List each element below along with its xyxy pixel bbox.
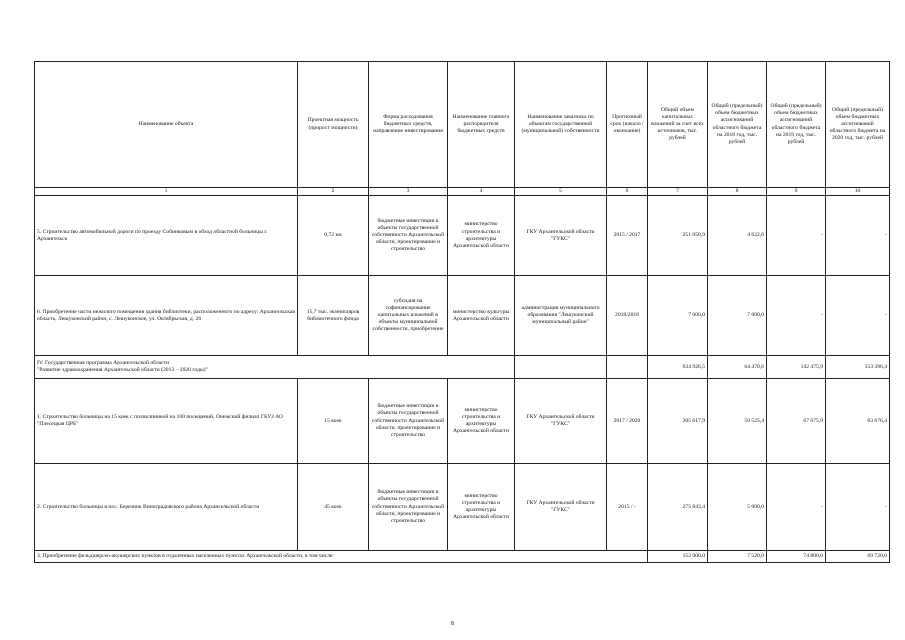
object-name: 2. Строительство больницы в пос. Березник Виноградовского района Архангельской области — [35, 464, 298, 551]
program-title-line2: "Развитие здравоохранения Архангельской области (2013 – 2020 годы)" — [37, 367, 208, 374]
header-cell: Наименование главного распорядителя бюджетных средств — [448, 62, 515, 188]
term: 2015 / - — [607, 464, 648, 551]
total-amount: 7 000,0 — [648, 276, 708, 356]
amount-2019: 67 675,9 — [767, 379, 826, 464]
amount-2020: 153 396,4 — [826, 356, 890, 379]
amount-2020: 69 720,0 — [826, 551, 890, 563]
amount-2019: - — [767, 196, 826, 276]
table-row — [35, 196, 890, 276]
object-name: 5. Строительство автомобильной дороги по проезду Собинковым в обход областной больницы г. Архангельск — [35, 196, 298, 276]
header-cell: Наименование объекта — [35, 62, 298, 188]
customer: ГКУ Архангельской области "ГУКС" — [515, 196, 607, 276]
term: 2015 / 2017 — [607, 196, 648, 276]
header-cell: Форма расходования бюджетных средств, направление инвестирования — [369, 62, 448, 188]
page-number: 8 — [451, 621, 454, 627]
amount-2019: 74 800,0 — [767, 551, 826, 563]
budget-manager: министерство строительства и архитектуры Архангельской области — [448, 196, 515, 276]
capital-investments-table — [34, 61, 890, 563]
column-number: 7 — [648, 188, 708, 196]
header-cell: Прогнозный срок (начало / окончание) — [607, 62, 648, 188]
term: 2017 / 2020 — [607, 379, 648, 464]
header-cell: Наименование заказчика по объектам государственной (муниципальной) собственности — [515, 62, 607, 188]
column-number: 2 — [298, 188, 369, 196]
amount-2018: 50 525,4 — [708, 379, 767, 464]
customer: ГКУ Архангельской области "ГУКС" — [515, 379, 607, 464]
total-amount: 152 000,0 — [648, 551, 708, 563]
total-amount: 275 843,4 — [648, 464, 708, 551]
empty-cell — [515, 356, 607, 379]
capacity: 45 коек — [298, 464, 369, 551]
total-amount: 251 050,9 — [648, 196, 708, 276]
budget-manager: министерство строительства и архитектуры Архангельской области — [448, 379, 515, 464]
term: 2018/2018 — [607, 276, 648, 356]
capacity: 15 коек — [298, 379, 369, 464]
header-cell: Общий (предельный) объем бюджетных ассигнований областного бюджета на 2019 год, тыс. рублей — [767, 62, 826, 188]
column-number: 4 — [448, 188, 515, 196]
column-number: 3 — [369, 188, 448, 196]
amount-2020: - — [826, 276, 890, 356]
table-row — [35, 464, 890, 551]
object-name: 6. Приобретение части нежилого помещения здания библиотеки, расположенного по адресу: Архангельская область, Лешуконский район, с. Лешуконское, ул. Октябрьская, д. 26 — [35, 276, 298, 356]
capacity: 15,7 тыс. экземпляров библиотечного фонда — [298, 276, 369, 356]
budget-manager: министерство культуры Архангельской области — [448, 276, 515, 356]
program-title-line1: IV. Государственная программа Архангельской области — [37, 360, 170, 366]
column-number-row — [35, 188, 890, 196]
program-row — [35, 356, 890, 379]
amount-2020: 83 676,4 — [826, 379, 890, 464]
amount-2018: 5 000,0 — [708, 464, 767, 551]
header-cell: Проектная мощность (прирост мощности) — [298, 62, 369, 188]
amount-2018: 7 520,0 — [708, 551, 767, 563]
header-cell: Общий (предельный) объем бюджетных ассигнований областного бюджета на 2018 год, тыс. рублей — [708, 62, 767, 188]
amount-2018: 4 622,6 — [708, 196, 767, 276]
column-number: 8 — [708, 188, 767, 196]
table-header-row — [35, 62, 890, 188]
budget-manager: министерство строительства и архитектуры Архангельской области — [448, 464, 515, 551]
amount-2018: 7 000,0 — [708, 276, 767, 356]
program-title — [35, 356, 515, 379]
column-number: 1 — [35, 188, 298, 196]
amount-2020: - — [826, 464, 890, 551]
amount-2019: - — [767, 276, 826, 356]
table-row — [35, 551, 890, 563]
empty-cell — [607, 356, 648, 379]
object-name: 3. Приобретение фельдшерско-акушерских пунктов в отдаленных населенных пунктах Архангельской области, в том числе: — [35, 551, 648, 563]
spending-form: бюджетные инвестиции в объекты государственной собственности Архангельской области, проектирование и строительство — [369, 379, 448, 464]
amount-2019: 142 475,9 — [767, 356, 826, 379]
column-number: 10 — [826, 188, 890, 196]
table-row — [35, 276, 890, 356]
total-amount: 205 617,9 — [648, 379, 708, 464]
capacity: 0,72 км — [298, 196, 369, 276]
table-row — [35, 379, 890, 464]
customer: ГКУ Архангельской области "ГУКС" — [515, 464, 607, 551]
amount-2019: - — [767, 464, 826, 551]
spending-form: бюджетные инвестиции в объекты государственной собственности Архангельской области, проектирование и строительство — [369, 196, 448, 276]
total-amount: 634 926,5 — [648, 356, 708, 379]
column-number: 9 — [767, 188, 826, 196]
header-cell: Общий объем капитальных вложений за счет всех источников, тыс. рублей — [648, 62, 708, 188]
column-number: 5 — [515, 188, 607, 196]
object-name: 1. Строительство больницы на 15 коек с поликлиникой на 100 посещений, Онежский филиал ГБУЗ АО "Плесецкая ЦРБ" — [35, 379, 298, 464]
spending-form: бюджетные инвестиции в объекты государственной собственности Архангельской области, проектирование и строительство — [369, 464, 448, 551]
header-cell: Общий (предельный) объем бюджетных ассигнований областного бюджета на 2020 год, тыс. рублей — [826, 62, 890, 188]
customer: администрация муниципального образования "Лешуконский муниципальный район" — [515, 276, 607, 356]
amount-2018: 64 470,6 — [708, 356, 767, 379]
spending-form: субсидия на софинансирование капитальных вложений в объекты муниципальной собственности, приобретение — [369, 276, 448, 356]
column-number: 6 — [607, 188, 648, 196]
amount-2020: - — [826, 196, 890, 276]
